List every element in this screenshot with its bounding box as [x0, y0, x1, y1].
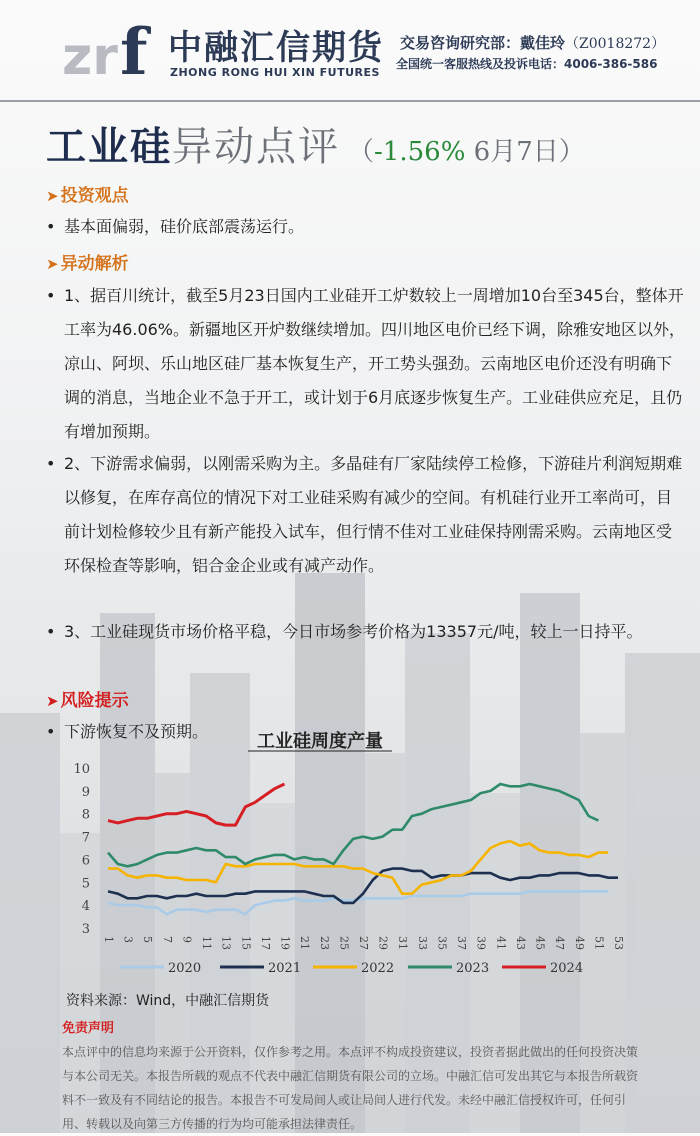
section-heading-view [46, 181, 129, 206]
x-tick-label: 53 [612, 936, 625, 950]
risk-heading-text: 风险提示 [60, 691, 129, 711]
x-tick-label: 31 [396, 936, 410, 950]
company-logo [62, 16, 162, 80]
title-sub: 异动点评 [172, 124, 340, 170]
x-tick-label: 15 [239, 936, 253, 950]
y-tick-label: 9 [81, 784, 90, 800]
x-tick-label: 5 [141, 936, 155, 943]
legend-label-2021: 2021 [268, 961, 302, 976]
y-tick-label: 10 [73, 762, 90, 777]
x-tick-label: 1 [102, 936, 115, 943]
y-tick-label: 7 [81, 830, 90, 846]
x-tick-label: 47 [553, 936, 567, 950]
analysis-paragraph-1 [46, 279, 686, 449]
legend-label-2022: 2022 [361, 961, 395, 976]
x-tick-label: 29 [376, 936, 390, 950]
x-tick-label: 23 [317, 936, 331, 950]
analysis-text-2: 2、下游需求偏弱，以刚需采购为主。多晶硅有厂家陆续停工检修，下游硅片利润短期难以修复，在库存高位的情况下对工业硅采购有减少的空间。有机硅行业开工率尚可，目前计划检修较少且有新产能投入试车，但行情不佳对工业硅保持刚需采购。云南地区受环保检查等影响，铝合金企业或有减产动作。 [64, 454, 683, 575]
x-tick-label: 37 [455, 936, 469, 950]
header-divider [0, 100, 700, 102]
x-tick-label: 27 [357, 936, 370, 950]
x-tick-label: 9 [180, 936, 194, 943]
title-info [348, 137, 585, 167]
legend-label-2023: 2023 [456, 961, 490, 976]
series-line-2023 [108, 784, 598, 866]
analysis-text-3: 3、工业硅现货市场价格平稳，今日市场参考价格为13357元/吨，较上一日持平。 [64, 622, 643, 641]
page-title [46, 115, 585, 172]
series-line-2022 [108, 841, 608, 894]
analysis-heading-text: 异动解析 [60, 254, 129, 274]
y-tick-label: 6 [81, 853, 90, 869]
y-tick-label: 4 [81, 899, 90, 915]
x-tick-label: 19 [278, 936, 292, 950]
x-tick-label: 39 [474, 936, 488, 950]
analysis-text-1: 1、据百川统计，截至5月23日国内工业硅开工炉数较上一周增加10台至345台，整体开工率为46.06%。新疆地区开炉数继续增加。四川地区电价已经下调，除雅安地区以外，凉山、阿坝、乐山地区硅厂基本恢复生产，开工势头强劲。云南地区电价还没有明确下调的消息，当地企业不急于开工，或计划于6月底逐步恢复生产。工业硅供应充足，且仍有增加预期。 [64, 286, 686, 441]
title-paren-open: （ [348, 137, 375, 167]
hotline: 全国统一客服热线及投诉电话：4006-386-586 [396, 57, 658, 71]
analyst-contact [400, 32, 665, 53]
risk-text: 下游恢复不及预期。 [64, 722, 209, 741]
price-change: -1.56% [374, 137, 466, 167]
title-paren-close: ） [558, 137, 585, 167]
view-heading-text: 投资观点 [60, 186, 129, 206]
title-date: 6月7日 [465, 137, 559, 167]
brand-name-cn: 中融汇信期货 [168, 28, 384, 68]
arrow-icon: ➤ [46, 692, 59, 710]
bullet-icon: • [46, 722, 56, 741]
arrow-icon: ➤ [46, 255, 59, 273]
x-tick-label: 3 [121, 936, 135, 943]
x-tick-label: 33 [415, 936, 429, 950]
x-tick-label: 11 [200, 936, 214, 950]
analyst-code: （Z0018272） [565, 36, 666, 52]
x-tick-label: 7 [160, 936, 174, 943]
chart-title: 工业硅周度产量 [257, 731, 383, 752]
x-tick-label: 25 [337, 936, 351, 950]
svg-text:zr: zr [62, 27, 118, 80]
legend-label-2024: 2024 [550, 961, 584, 976]
bullet-icon: • [46, 454, 56, 473]
x-tick-label: 43 [513, 936, 527, 950]
data-source: 资料来源：Wind，中融汇信期货 [66, 993, 270, 1009]
analysis-paragraph-2 [46, 447, 686, 583]
view-text: 基本面偏弱，硅价底部震荡运行。 [64, 217, 305, 236]
x-tick-label: 49 [572, 936, 586, 950]
analyst-label: 交易咨询研究部：戴佳玲 [400, 34, 566, 52]
svg-text:f: f [120, 16, 148, 80]
brand-name-en: ZHONG RONG HUI XIN FUTURES [170, 66, 380, 79]
bullet-icon: • [46, 622, 56, 641]
analysis-paragraph-3 [46, 615, 686, 649]
x-tick-label: 35 [435, 936, 449, 950]
x-tick-label: 13 [219, 936, 233, 950]
y-tick-label: 5 [81, 876, 90, 892]
disclaimer-text: 本点评中的信息均来源于公开资料，仅作参考之用。本点评不构成投资建议，投资者据此做出的任何投资决策与本公司无关。本报告所载的观点不代表中融汇信期货有限公司的立场。中融汇信可发出其它与本报告所载资料不一致及有不同结论的报告。本报告不可发局间人或让局间人进行代发。未经中融汇信授权许可，任何引用、转载以及向第三方传播的行为均可能承担法律责任。 [62, 1045, 639, 1131]
x-tick-label: 51 [592, 936, 606, 950]
legend-label-2020: 2020 [168, 961, 202, 976]
y-tick-label: 3 [81, 922, 90, 937]
x-tick-label: 21 [298, 936, 312, 950]
y-tick-label: 8 [81, 807, 90, 823]
title-main: 工业硅 [46, 124, 172, 170]
bullet-icon: • [46, 286, 56, 305]
disclaimer-heading: 免责声明 [62, 1021, 115, 1036]
x-tick-label: 45 [533, 936, 547, 950]
x-tick-label: 41 [494, 936, 508, 950]
bullet-icon: • [46, 217, 56, 236]
series-line-2024 [108, 784, 285, 825]
view-paragraph [46, 210, 686, 244]
arrow-icon: ➤ [46, 187, 59, 205]
section-heading-analysis [46, 249, 129, 274]
x-tick-label: 17 [258, 936, 272, 950]
weekly-output-chart [70, 720, 638, 988]
section-heading-risk [46, 686, 129, 711]
